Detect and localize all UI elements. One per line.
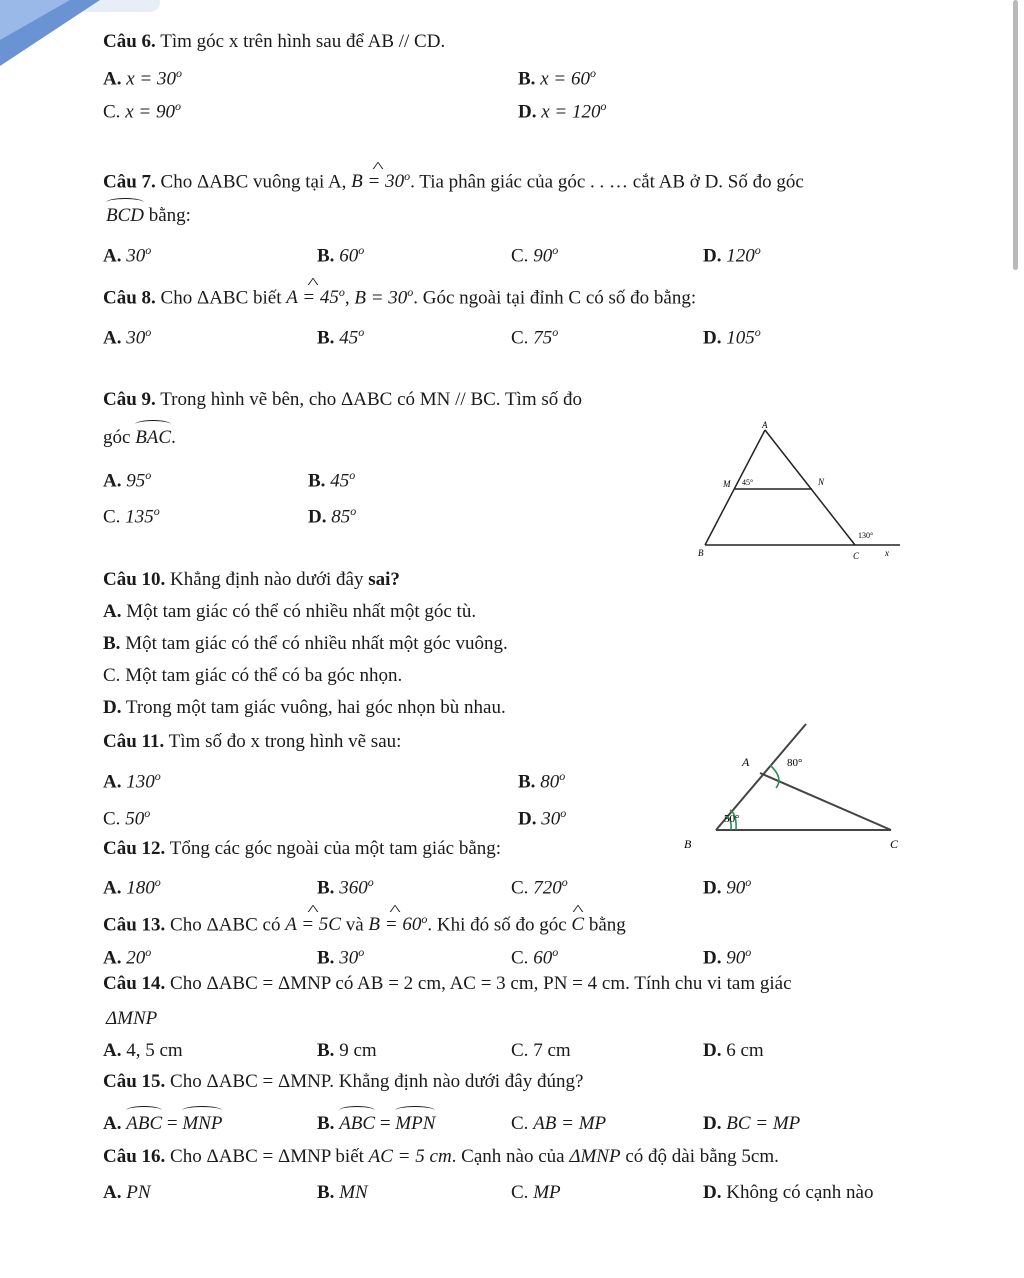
option-value: 30 [339,947,359,969]
question-text: Cho ΔABC = ΔMNP có AB = 2 cm, AC = 3 cm, PN = 4 cm. Tính chu vi tam giác [170,973,792,994]
option-letter: C. [511,1040,529,1061]
q6-option-b[interactable] [518,61,596,91]
q15-option-a[interactable] [103,1112,222,1136]
option-value: AB = MP [533,1113,607,1134]
option-letter: C. [511,947,529,969]
question-text: Tổng các góc ngoài của một tam giác bằng: [169,838,502,859]
question-text: có độ dài bằng 5cm. [625,1146,779,1167]
option-value: 45 [330,470,350,492]
angle-name: BCD [106,205,144,226]
q16-option-b[interactable] [317,1181,368,1205]
option-letter: C. [103,665,121,686]
question-number: Câu 11. [103,731,165,752]
triangle-name: ΔMNP [569,1146,621,1167]
degree-mark: o [559,769,566,783]
question-text: . Cạnh nào của [451,1146,565,1167]
q6-option-c[interactable] [103,94,181,124]
q12-option-c[interactable] [511,870,568,900]
option-value: 120 [726,245,755,267]
option-value: 45 [339,327,359,349]
q9-option-a[interactable] [103,463,151,493]
q14-option-d[interactable] [703,1039,764,1063]
option-letter: B. [518,771,536,793]
label-c: C [890,837,899,851]
option-letter: D. [703,877,722,899]
option-letter: B. [317,947,335,969]
option-value: 20 [126,947,146,969]
option-letter: D. [703,1182,722,1203]
angle-expression: , B = 30 [344,287,408,309]
label-b: B [684,837,692,851]
angle-label-80: 80° [787,757,803,769]
option-letter: C. [511,327,529,349]
option-value: Trong một tam giác vuông, hai góc nhọn bù nhau. [125,697,506,718]
question-11 [103,730,401,754]
question-text: Cho ΔABC = ΔMNP [170,1071,330,1092]
label-m: M [723,479,731,489]
question-number: Câu 7. [103,171,156,193]
degree-mark: o [176,66,182,80]
question-number: Câu 15. [103,1071,166,1092]
question-number: Câu 16. [103,1146,166,1167]
degree-mark: o [552,945,559,959]
question-15 [103,1070,583,1094]
label-x: x [885,548,889,558]
side-ab [705,430,765,545]
angle-expression: ^ A = 45 [286,286,339,310]
degree-mark: o [358,243,365,257]
q13-option-d[interactable] [703,940,751,970]
q9-option-b[interactable] [308,463,355,493]
label-c: C [853,551,860,561]
q11-option-c[interactable] [103,801,150,831]
option-value: 90 [533,245,553,267]
option-value: MP [533,1182,561,1203]
question-12 [103,837,501,861]
degree-mark: o [404,169,411,183]
q16-option-d[interactable] [703,1181,873,1205]
degree-mark: o [560,806,567,820]
q12-option-d[interactable] [703,870,751,900]
degree-mark: o [561,875,568,889]
angle-expression: ^ B = 30 [351,170,404,194]
q11-option-d[interactable] [518,801,566,831]
q8-option-c[interactable] [511,320,558,350]
q9-figure [690,415,910,565]
degree-mark: o [145,945,152,959]
question-7 [103,164,804,194]
option-value: 30 [126,327,146,349]
question-7-line2 [106,204,191,228]
option-value: 180 [126,877,155,899]
angle-arc-a [770,765,779,788]
degree-mark: o [349,468,356,482]
degree-mark: o [145,325,152,339]
option-letter: B. [518,68,536,90]
scrollbar[interactable] [1013,0,1018,270]
q7-option-b[interactable] [317,238,364,268]
question-14-line2 [106,1007,157,1031]
degree-mark: o [358,325,365,339]
question-6 [103,30,445,54]
option-value: x = 120 [541,101,601,123]
option-letter: C. [511,877,529,899]
option-value: 85 [331,506,351,528]
q15-option-d[interactable] [703,1112,800,1136]
option-letter: C. [103,101,121,123]
q8-option-b[interactable] [317,320,364,350]
question-9-line2 [103,426,176,450]
question-text: Cho ΔABC vuông tại A, [160,171,347,193]
q11-figure [676,718,916,858]
period: . [171,427,176,448]
degree-mark: o [552,325,559,339]
degree-mark: o [154,875,161,889]
option-value: BC = MP [726,1113,801,1134]
option-letter: A. [103,470,122,492]
question-number: Câu 12. [103,838,166,859]
option-value: 60 [533,947,553,969]
question-number: Câu 6. [103,31,156,52]
option-value: 4, 5 cm [126,1040,183,1061]
option-letter: A. [103,245,122,267]
question-8 [103,280,696,310]
corner-decoration-light [0,0,70,40]
angle-right: MPN [395,1113,436,1134]
degree-mark: o [600,99,607,113]
option-letter: B. [103,633,121,654]
option-value: 60 [339,245,359,267]
q6-option-d[interactable] [518,94,607,124]
option-value: 360 [339,877,368,899]
question-text: Cho ΔABC = ΔMNP biết [170,1146,364,1167]
option-value: 9 cm [339,1040,377,1061]
option-letter: D. [703,1113,722,1134]
option-value: Một tam giác có thể có nhiều nhất một góc tù. [126,601,477,622]
label-b: B [698,548,704,558]
option-letter: C. [511,1113,529,1134]
option-letter: C. [511,245,529,267]
question-number: Câu 13. [103,914,166,936]
q14-option-b[interactable] [317,1039,377,1063]
q16-option-a[interactable] [103,1181,151,1205]
question-text: . Khẳng định nào dưới đây đúng? [329,1071,584,1092]
question-number: Câu 14. [103,973,166,994]
q12-option-a[interactable] [103,870,161,900]
q8-option-a[interactable] [103,320,151,350]
option-value: 130 [126,771,155,793]
option-letter: D. [703,327,722,349]
label-a: A [742,755,750,769]
question-number: Câu 10. [103,569,166,590]
q7-option-c[interactable] [511,238,558,268]
q11-option-b[interactable] [518,764,565,794]
question-16 [103,1145,779,1169]
q10-option-d[interactable] [103,696,506,720]
q10-option-c[interactable] [103,664,402,688]
question-emphasis: sai? [368,569,400,590]
angle-expression: ^ B = 60 [368,913,421,937]
question-number: Câu 8. [103,287,156,309]
option-value: Một tam giác có thể có ba góc nhọn. [125,665,403,686]
option-letter: A. [103,68,122,90]
question-text: . Góc ngoài tại đỉnh C có số đo bằng: [413,287,697,309]
question-text: và [345,914,364,936]
option-letter: D. [703,245,722,267]
option-letter: A. [103,327,122,349]
option-letter: B. [308,470,326,492]
option-letter: B. [317,1040,335,1061]
degree-mark: o [350,504,357,518]
degree-mark: o [154,769,161,783]
option-value: 75 [533,327,553,349]
option-letter: A. [103,601,122,622]
option-letter: B. [317,877,335,899]
label-n: N [818,477,825,487]
question-10 [103,568,400,592]
side-ac [765,430,855,545]
question-text: bằng [588,914,626,936]
degree-mark: o [754,243,761,257]
option-value: 95 [126,470,146,492]
degree-mark: o [338,285,345,299]
q9-option-c[interactable] [103,499,160,529]
option-value: 30 [541,808,561,830]
degree-mark: o [421,912,428,926]
option-letter: C. [511,1182,529,1203]
angle-c: ^ C [571,913,584,937]
option-value: PN [126,1182,151,1203]
option-letter: D. [308,506,327,528]
q13-option-b[interactable] [317,940,364,970]
degree-mark: o [367,875,374,889]
option-value: 7 cm [533,1040,571,1061]
option-letter: D. [703,1040,722,1061]
given-length: AC = 5 cm [368,1146,452,1167]
option-value: 90 [726,947,746,969]
q8-option-d[interactable] [703,320,761,350]
option-value: x = 60 [540,68,590,90]
q13-option-a[interactable] [103,940,151,970]
option-value: 80 [540,771,560,793]
option-letter: A. [103,771,122,793]
question-text: bằng: [148,205,191,226]
angle-left: ABC [339,1113,376,1134]
angle-right: MNP [182,1113,223,1134]
option-letter: A. [103,947,122,969]
degree-mark: o [145,468,152,482]
angle-label-50: 50° [724,813,740,825]
angle-label-45: 45° [742,478,754,487]
question-text: Tìm số đo x trong hình vẽ sau: [168,731,402,752]
option-value: Một tam giác có thể có nhiều nhất một góc vuông. [125,633,508,654]
option-letter: D. [703,947,722,969]
option-value: x = 90 [125,101,175,123]
label-a: A [762,420,768,430]
q16-option-c[interactable] [511,1181,561,1205]
option-letter: D. [518,101,537,123]
degree-mark: o [145,243,152,257]
degree-mark: o [754,325,761,339]
option-value: 50 [125,808,145,830]
question-text: góc [103,427,131,448]
option-letter: A. [103,1182,122,1203]
degree-mark: o [589,66,596,80]
degree-mark: o [407,285,414,299]
q7-option-d[interactable] [703,238,761,268]
degree-mark: o [174,99,181,113]
question-text: . Tia phân giác của góc . . … cắt AB ở D. Số đo góc [410,171,804,193]
q7-option-a[interactable] [103,238,151,268]
angle-expression: ^ A = 5C [285,913,341,937]
question-text: Trong hình vẽ bên, cho ΔABC có MN // BC. Tìm số đo [160,389,583,410]
option-letter: B. [317,327,335,349]
option-letter: D. [103,697,122,718]
option-letter: D. [518,808,537,830]
q10-option-b[interactable] [103,632,508,656]
degree-mark: o [144,806,151,820]
option-value: 135 [125,506,154,528]
angle-label-130: 130° [858,531,874,540]
option-letter: A. [103,877,122,899]
option-letter: A. [103,1113,122,1134]
question-14 [103,972,792,996]
q11-option-a[interactable] [103,764,161,794]
question-text: Khẳng định nào dưới đây [170,569,364,590]
q10-option-a[interactable] [103,600,476,624]
option-value: 105 [726,327,755,349]
question-9 [103,388,582,412]
question-number: Câu 9. [103,389,156,410]
equals-sign: = [166,1113,178,1134]
triangle-name: ΔMNP [106,1008,158,1029]
q15-option-c[interactable] [511,1112,606,1136]
option-letter: C. [103,808,121,830]
q15-option-b[interactable] [317,1112,435,1136]
option-value: x = 30 [126,68,176,90]
q14-option-a[interactable] [103,1039,183,1063]
q14-option-c[interactable] [511,1039,571,1063]
option-letter: C. [103,506,121,528]
degree-mark: o [358,945,365,959]
q12-option-b[interactable] [317,870,374,900]
option-value: 720 [533,877,562,899]
q6-option-a[interactable] [103,61,182,91]
option-value: 90 [726,877,746,899]
equals-sign: = [379,1113,391,1134]
q9-option-d[interactable] [308,499,356,529]
degree-mark: o [552,243,559,257]
degree-mark: o [153,504,160,518]
option-value: MN [339,1182,368,1203]
question-text: . Khi đó số đo góc [427,914,567,936]
question-13 [103,907,626,937]
question-text: Cho ΔABC biết [160,287,282,309]
option-value: 6 cm [726,1040,764,1061]
option-letter: B. [317,245,335,267]
question-text: Cho ΔABC có [170,914,281,936]
q13-option-c[interactable] [511,940,558,970]
question-text: Tìm góc x trên hình sau để AB // CD. [160,31,446,52]
option-letter: A. [103,1040,122,1061]
degree-mark: o [745,945,752,959]
option-letter: B. [317,1182,335,1203]
angle-left: ABC [126,1113,163,1134]
angle-name: BAC [135,427,172,448]
option-letter: B. [317,1113,335,1134]
option-value: Không có cạnh nào [726,1182,874,1203]
option-value: 30 [126,245,146,267]
degree-mark: o [745,875,752,889]
